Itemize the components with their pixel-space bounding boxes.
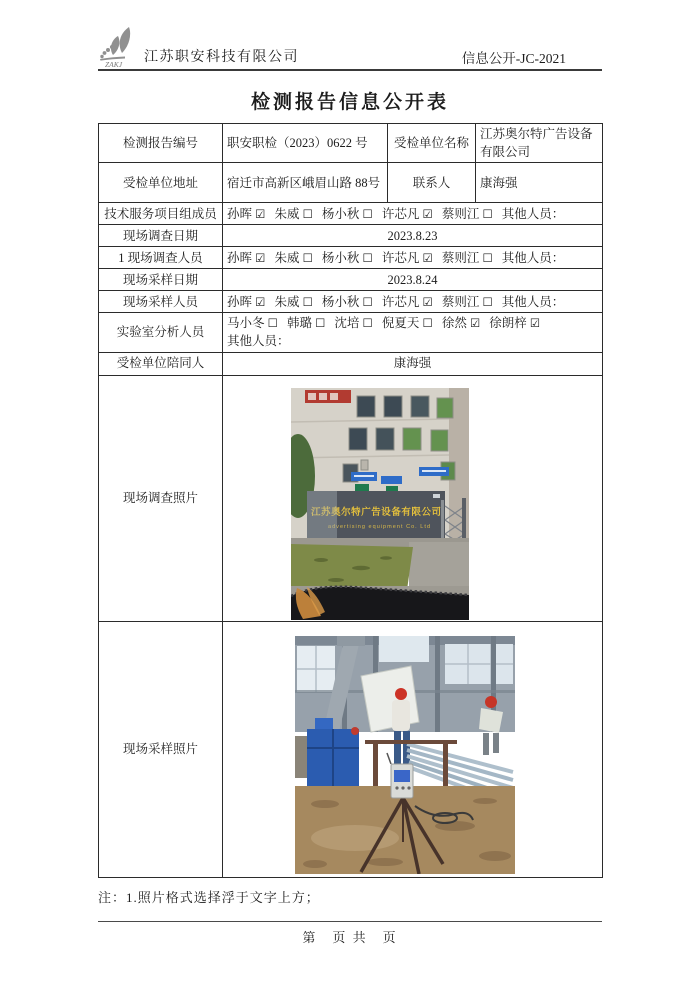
report-info-table <box>98 123 603 878</box>
report-no-value: 职安职检（2023）0622 号 <box>223 124 388 163</box>
table-row <box>99 291 603 313</box>
checkbox-unchecked-icon: ☐ <box>362 206 373 221</box>
checkbox-unchecked-icon: ☐ <box>302 250 313 265</box>
sampling-staff-label: 现场采样人员 <box>99 291 223 313</box>
team-label: 技术服务项目组成员 <box>99 203 223 225</box>
checkbox-unchecked-icon: ☐ <box>482 294 493 309</box>
table-row <box>99 269 603 291</box>
site-survey-photo <box>291 388 469 620</box>
checkbox-unchecked-icon: ☐ <box>482 250 493 265</box>
checkbox-checked-icon: ☑ <box>255 294 266 309</box>
person-checkbox: 孙晖 ☑ <box>227 294 266 309</box>
person-checkbox: 朱威 ☐ <box>274 206 313 221</box>
survey-photo-cell <box>223 375 603 621</box>
checkbox-unchecked-icon: ☐ <box>422 316 433 331</box>
inspected-unit-label: 受检单位名称 <box>388 124 476 163</box>
person-checkbox: 朱威 ☐ <box>274 294 313 309</box>
person-checkbox: 孙晖 ☑ <box>227 250 266 265</box>
survey-date-label: 现场调查日期 <box>99 225 223 247</box>
person-checkbox: 沈培 ☐ <box>334 316 373 331</box>
checkbox-checked-icon: ☑ <box>422 294 433 309</box>
checkbox-unchecked-icon: ☐ <box>302 294 313 309</box>
address-value: 宿迁市高新区峨眉山路 88号 <box>223 163 388 203</box>
checkbox-unchecked-icon: ☐ <box>362 294 373 309</box>
table-row <box>99 352 603 375</box>
table-row <box>99 375 603 621</box>
gate-sign <box>307 491 445 540</box>
document-code: 信息公开-JC-2021 <box>461 51 566 66</box>
inspected-unit-value: 江苏奥尔特广告设备有限公司 <box>476 124 603 163</box>
person-checkbox: 朱威 ☐ <box>274 250 313 265</box>
rooftop-sign <box>305 390 351 403</box>
page-number-text: 第 页 共 页 <box>302 930 398 945</box>
others-label: 其他人员： <box>501 294 565 309</box>
checkbox-unchecked-icon: ☐ <box>267 316 278 331</box>
page-title: 检测报告信息公开表 <box>250 92 449 113</box>
company-logo-icon <box>98 26 144 68</box>
checkbox-unchecked-icon: ☐ <box>362 250 373 265</box>
escort-value: 康海强 <box>223 352 603 375</box>
checkbox-checked-icon: ☑ <box>529 316 541 331</box>
escort-label: 受检单位陪同人 <box>99 352 223 375</box>
checkbox-checked-icon: ☑ <box>422 250 433 265</box>
table-row <box>99 313 603 352</box>
person-checkbox: 韩璐 ☐ <box>286 316 326 331</box>
person-checkbox: 杨小秋 ☐ <box>321 206 373 221</box>
person-checkbox: 蔡则江 ☐ <box>441 206 493 221</box>
sampling-photo-label: 现场采样照片 <box>99 621 223 877</box>
checkbox-checked-icon: ☑ <box>469 316 481 331</box>
person-checkbox: 徐然 ☑ <box>441 316 481 331</box>
lab-staff-members <box>223 313 603 352</box>
table-row <box>99 163 603 203</box>
checkbox-unchecked-icon: ☐ <box>302 206 313 221</box>
company-name: 江苏职安科技有限公司 <box>144 50 299 65</box>
person-checkbox: 倪夏天 ☐ <box>381 316 433 331</box>
checkbox-checked-icon: ☑ <box>422 206 433 221</box>
table-row <box>99 124 603 163</box>
survey-photo-label: 现场调查照片 <box>99 375 223 621</box>
team-members <box>223 203 603 225</box>
checkbox-checked-icon: ☑ <box>255 206 266 221</box>
others-label: 其他人员： <box>501 206 565 221</box>
person-checkbox: 徐朗梓 ☑ <box>489 316 541 331</box>
sampling-date-label: 现场采样日期 <box>99 269 223 291</box>
contact-label: 联系人 <box>388 163 476 203</box>
lab-staff-label: 实验室分析人员 <box>99 313 223 352</box>
others-label: 其他人员： <box>501 250 565 265</box>
sampling-photo <box>295 636 515 874</box>
sampling-date-value: 2023.8.24 <box>223 269 603 291</box>
others-label: 其他人员： <box>227 334 290 349</box>
survey-staff-members <box>223 247 603 269</box>
sampling-staff-members <box>223 291 603 313</box>
person-checkbox: 马小冬 ☐ <box>227 316 278 331</box>
person-checkbox: 许芯凡 ☑ <box>381 206 433 221</box>
footnote: 注：1.照片格式选择浮于文字上方； <box>98 889 320 905</box>
sign-subtext: advertising equipment Co. Ltd <box>328 523 430 530</box>
sign-text: 江苏奥尔特广告设备有限公司 <box>311 507 441 518</box>
survey-staff-label: 1 现场调查人员 <box>99 247 223 269</box>
checkbox-unchecked-icon: ☐ <box>362 316 373 331</box>
person-checkbox: 蔡则江 ☐ <box>441 294 493 309</box>
table-row <box>99 225 603 247</box>
person-checkbox: 孙晖 ☑ <box>227 206 266 221</box>
checkbox-unchecked-icon: ☐ <box>482 206 493 221</box>
person-checkbox: 杨小秋 ☐ <box>321 250 373 265</box>
person-checkbox: 许芯凡 ☑ <box>381 294 433 309</box>
report-no-label: 检测报告编号 <box>99 124 223 163</box>
sampling-photo-cell <box>223 621 603 877</box>
person-checkbox: 许芯凡 ☑ <box>381 250 433 265</box>
survey-date-value: 2023.8.23 <box>223 225 603 247</box>
table-row <box>99 247 603 269</box>
document-header <box>98 0 602 71</box>
contact-value: 康海强 <box>476 163 603 203</box>
person-checkbox: 杨小秋 ☐ <box>321 294 373 309</box>
footer-divider <box>98 921 602 922</box>
table-row <box>99 621 603 877</box>
logo-caption: ZAKJ <box>105 60 123 68</box>
checkbox-unchecked-icon: ☐ <box>315 316 326 331</box>
address-label: 受检单位地址 <box>99 163 223 203</box>
checkbox-checked-icon: ☑ <box>255 250 266 265</box>
table-row <box>99 203 603 225</box>
person-checkbox: 蔡则江 ☐ <box>441 250 493 265</box>
